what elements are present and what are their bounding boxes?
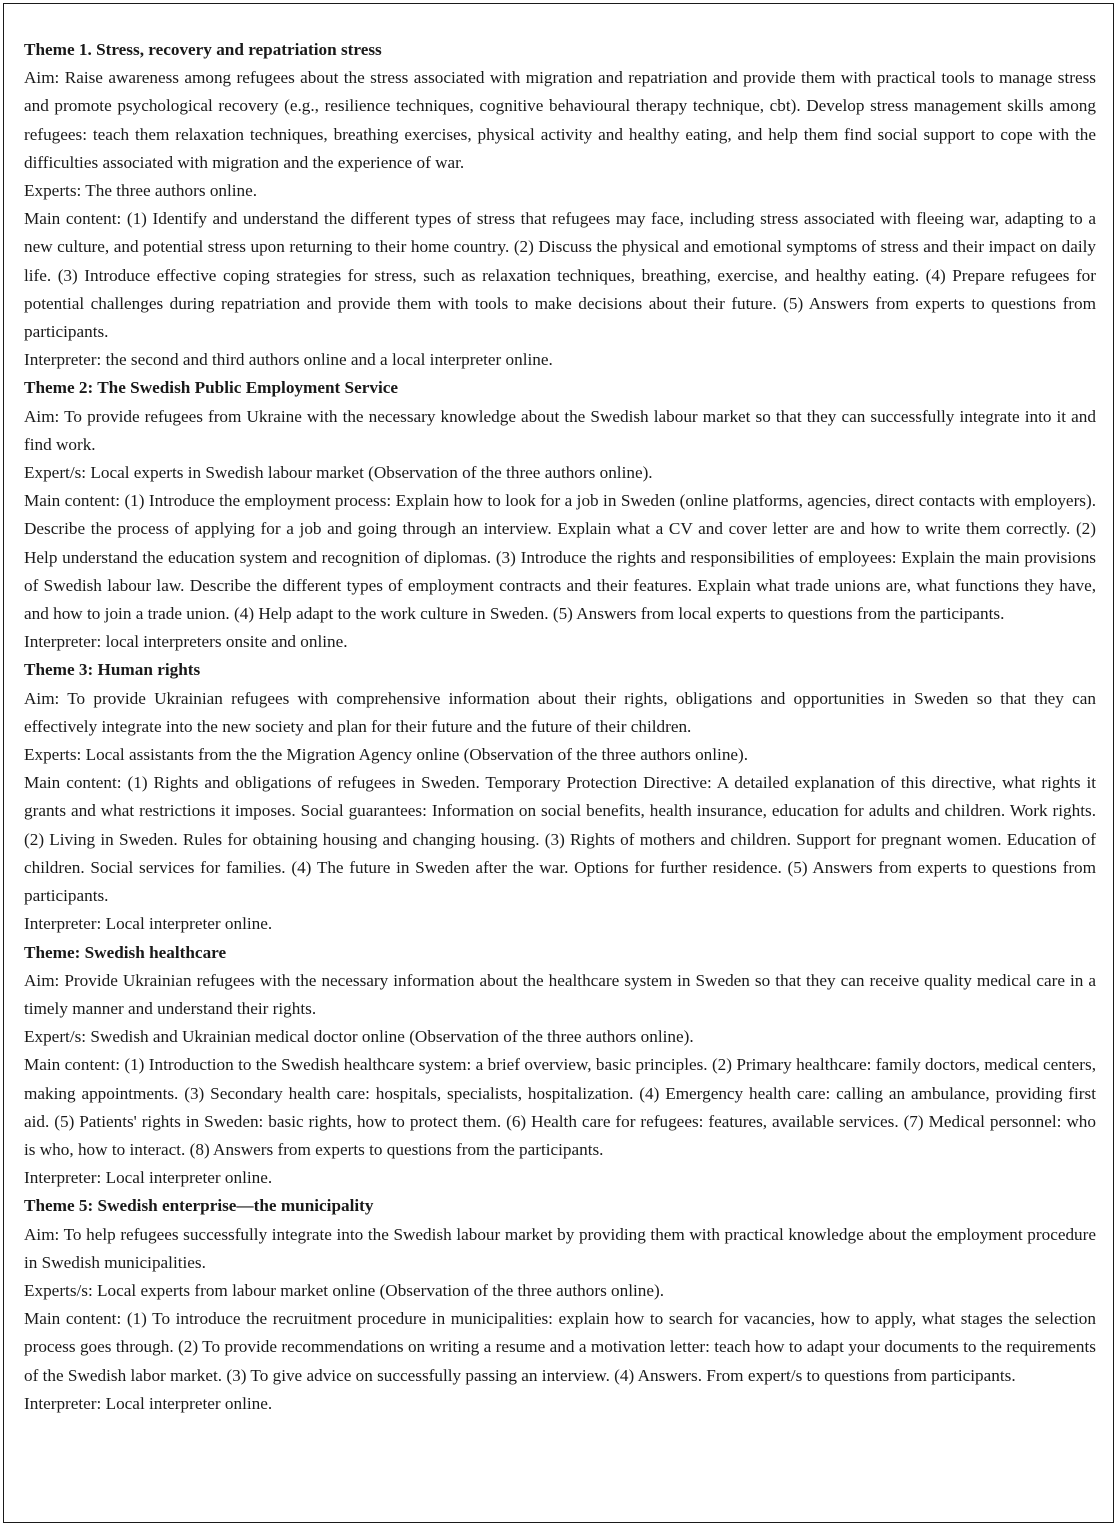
theme-experts: Expert/s: Swedish and Ukrainian medical doctor online (Observation of the three authors online). [24, 1027, 694, 1047]
theme-aim: Aim: To provide Ukrainian refugees with comprehensive information about their rights, obligations and opportunities in Sweden so that they can effectively integrate into the new society and plan for their future and the future of their children. [24, 688, 1096, 736]
theme-interpreter: Interpreter: Local interpreter online. [24, 914, 273, 934]
theme-main-content: Main content: (1) To introduce the recruitment procedure in municipalities: explain how to search for vacancies, how to apply, what stages the selection process goes through. (2) To provide recommendations on writing a resume and a motivation letter: teach how to adapt your documents to the requirements of the Swedish labor market. (3) To give advice on successfully passing an interview. (4) Answers. From expert/s to questions from participants. [24, 1309, 1096, 1385]
theme-experts: Experts: Local assistants from the the Migration Agency online (Observation of the three authors online). [24, 745, 749, 765]
theme-main-content: Main content: (1) Introduce the employment process: Explain how to look for a job in Sweden (online platforms, agencies, direct contacts with employers). Describe the process of applying for a job and going through an interview. Explain what a CV and cover letter are and how to write them correctly. (2) Help understand the education system and recognition of diplomas. (3) Introduce the rights and responsibilities of employees: Explain the main provisions of Swedish labour law. Describe the different types of employment contracts and their features. Explain what trade unions are, what functions they have, and how to join a trade union. (4) Help adapt to the work culture in Sweden. (5) Answers from local experts to questions from the participants. [24, 491, 1096, 624]
theme-interpreter: Interpreter: Local interpreter online. [24, 1393, 273, 1413]
theme-4 [24, 939, 1096, 1193]
theme-experts: Experts/s: Local experts from labour market online (Observation of the three authors online). [24, 1280, 665, 1300]
theme-aim: Aim: To help refugees successfully integrate into the Swedish labour market by providing them with practical knowledge about the employment procedure in Swedish municipalities. [24, 1224, 1096, 1272]
theme-interpreter: Interpreter: the second and third authors online and a local interpreter online. [24, 350, 553, 370]
theme-interpreter: Interpreter: local interpreters onsite and online. [24, 632, 348, 652]
theme-aim: Aim: To provide refugees from Ukraine with the necessary knowledge about the Swedish labour market so that they can successfully integrate into it and find work. [24, 406, 1096, 454]
theme-title: Theme 3: Human rights [24, 660, 201, 680]
theme-main-content: Main content: (1) Identify and understand the different types of stress that refugees may face, including stress associated with fleeing war, adapting to a new culture, and potential stress upon returning to their home country. (2) Discuss the physical and emotional symptoms of stress and their impact on daily life. (3) Introduce effective coping strategies for stress, such as relaxation techniques, breathing, exercise, and healthy eating. (4) Prepare refugees for potential challenges during repatriation and provide them with tools to make decisions about their future. (5) Answers from experts to questions from participants. [24, 209, 1096, 342]
theme-interpreter: Interpreter: Local interpreter online. [24, 1168, 273, 1188]
theme-3 [24, 656, 1096, 938]
theme-title: Theme 2: The Swedish Public Employment Service [24, 378, 398, 398]
theme-main-content: Main content: (1) Rights and obligations of refugees in Sweden. Temporary Protection Directive: A detailed explanation of this directive, what rights it grants and what restrictions it imposes. Social guarantees: Information on social benefits, health insurance, education for adults and children. Work rights. (2) Living in Sweden. Rules for obtaining housing and changing housing. (3) Rights of mothers and children. Support for pregnant women. Education of children. Social services for families. (4) The future in Sweden after the war. Options for further residence. (5) Answers from experts to questions from participants. [24, 773, 1096, 906]
theme-main-content: Main content: (1) Introduction to the Swedish healthcare system: a brief overview, basic principles. (2) Primary healthcare: family doctors, medical centers, making appointments. (3) Secondary health care: hospitals, specialists, hospitalization. (4) Emergency health care: calling an ambulance, providing first aid. (5) Patients' rights in Sweden: basic rights, how to protect them. (6) Health care for refugees: features, available services. (7) Medical personnel: who is who, how to interact. (8) Answers from experts to questions from the participants. [24, 1055, 1096, 1159]
theme-aim: Aim: Provide Ukrainian refugees with the necessary information about the healthcare system in Sweden so that they can receive quality medical care in a timely manner and understand their rights. [24, 970, 1096, 1018]
theme-2 [24, 374, 1096, 656]
theme-title: Theme 5: Swedish enterprise—the municipality [24, 1196, 374, 1216]
theme-title: Theme 1. Stress, recovery and repatriation stress [24, 40, 382, 59]
theme-experts: Experts: The three authors online. [24, 181, 258, 201]
themes-table [24, 36, 1096, 1418]
theme-experts: Expert/s: Local experts in Swedish labour market (Observation of the three authors online). [24, 463, 653, 483]
theme-1 [24, 36, 1096, 374]
theme-title: Theme: Swedish healthcare [24, 942, 227, 962]
theme-5 [24, 1192, 1096, 1418]
theme-aim: Aim: Raise awareness among refugees about the stress associated with migration and repatriation and provide them with practical tools to manage stress and promote psychological recovery (e.g., resilience techniques, cognitive behavioural therapy technique, cbt). Develop stress management skills among refugees: teach them relaxation techniques, breathing exercises, physical activity and healthy eating, and help them find social support to cope with the difficulties associated with migration and the experience of war. [24, 68, 1096, 172]
